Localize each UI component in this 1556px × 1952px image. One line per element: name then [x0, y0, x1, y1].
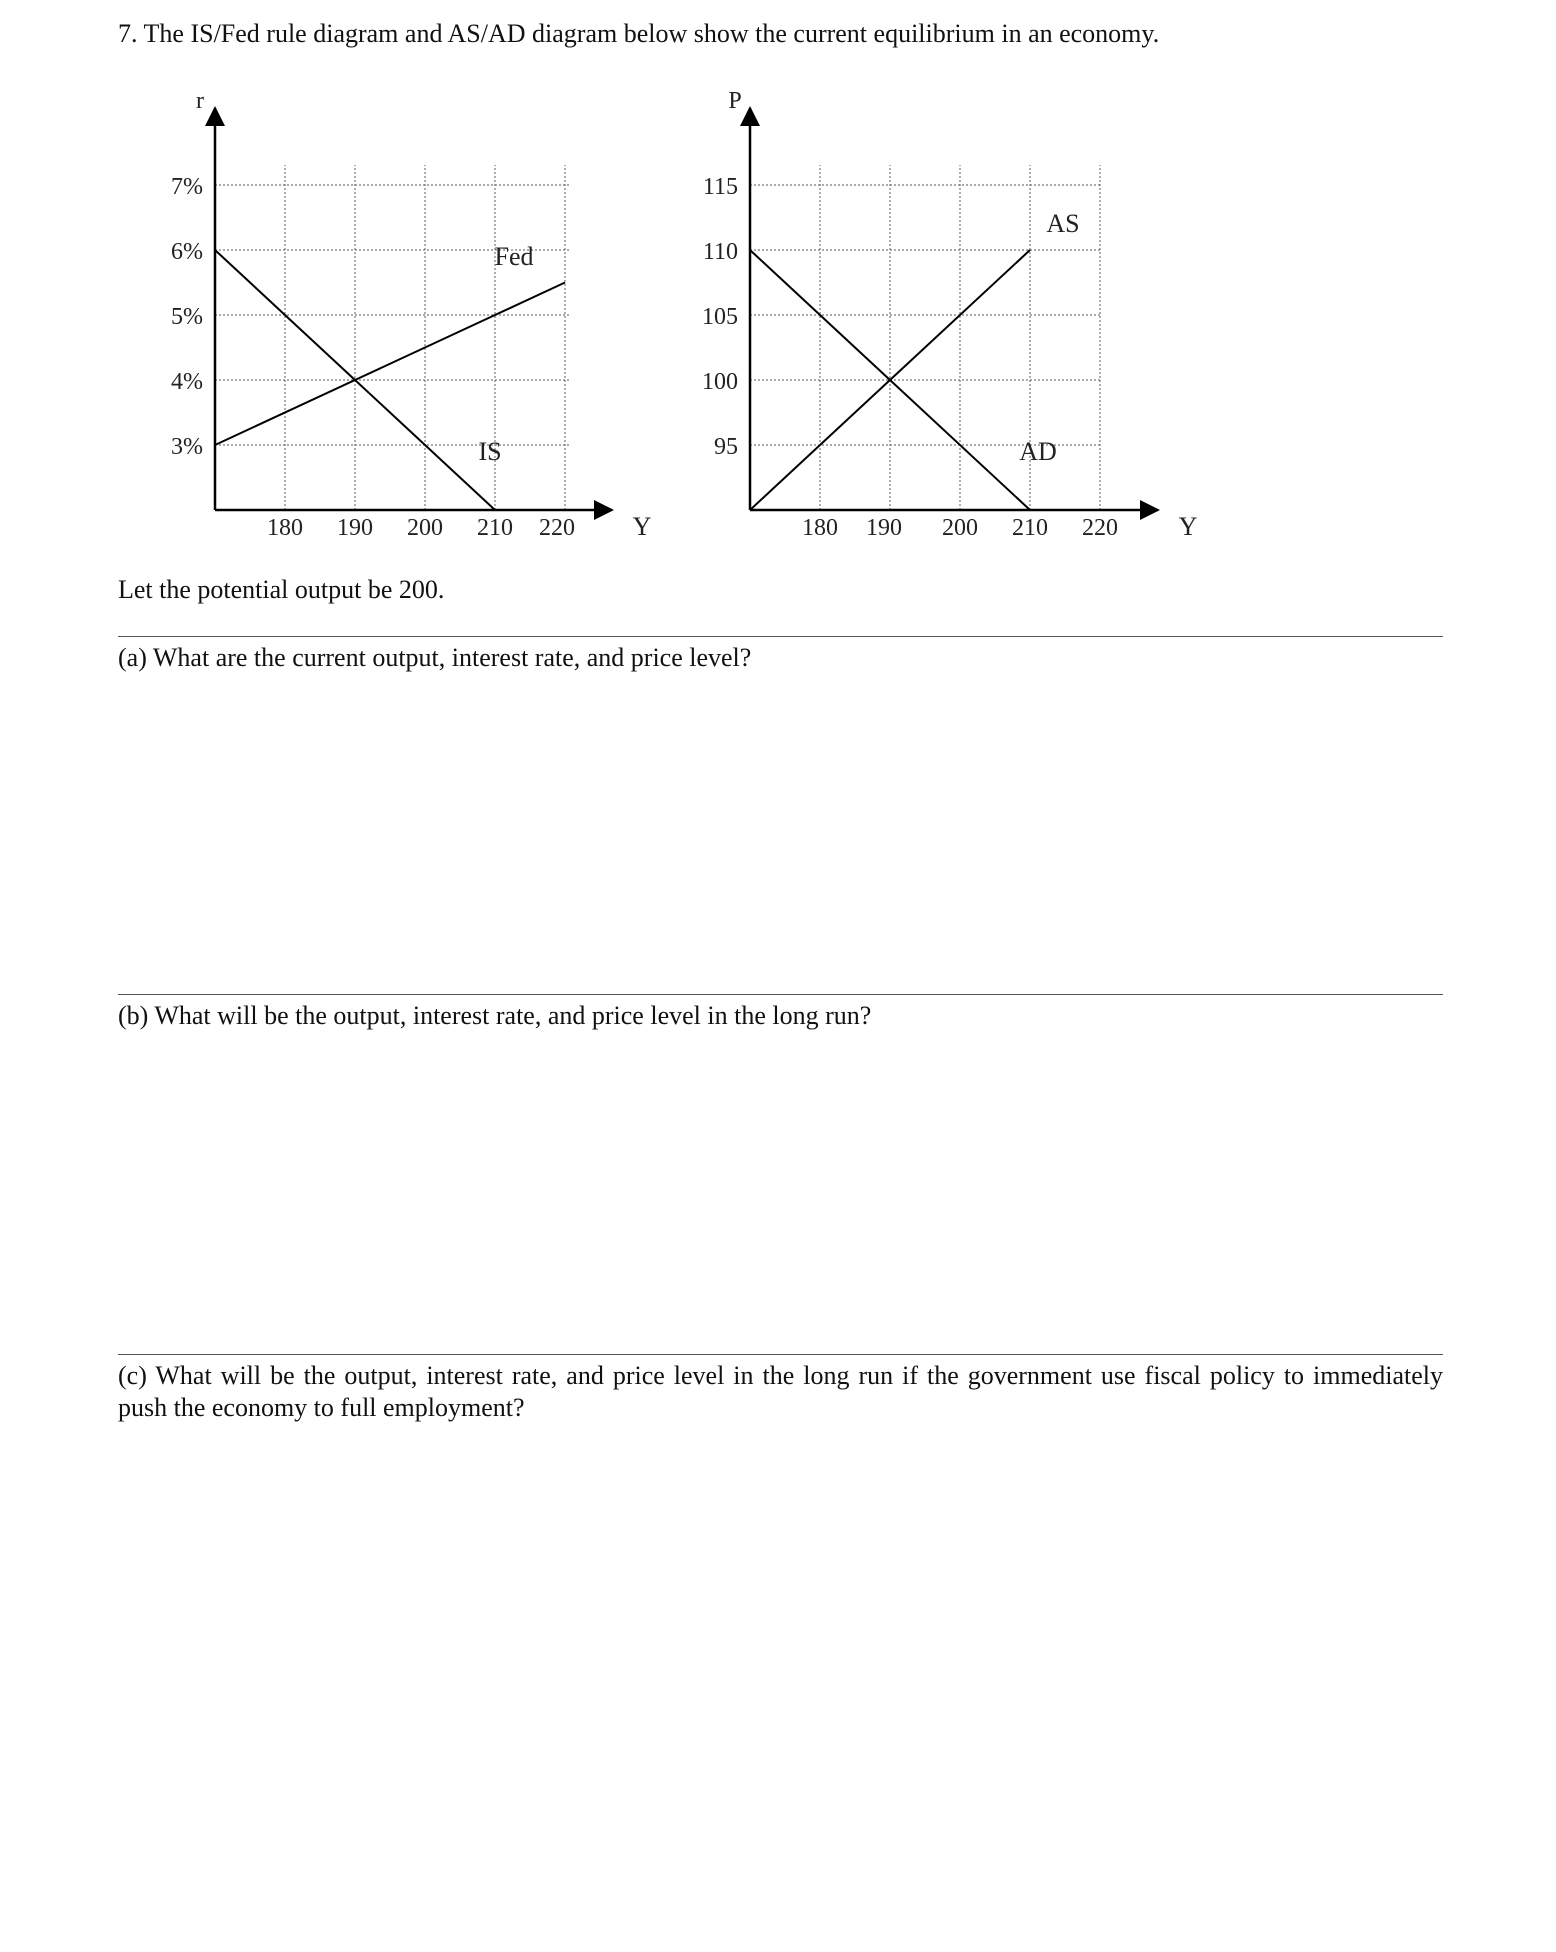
question-heading: 7. The IS/Fed rule diagram and AS/AD diagram below show the current equilibrium in an economy. [118, 19, 1160, 48]
divider-a [118, 636, 1443, 637]
y-tick-label: 5% [171, 304, 203, 330]
curve-label-as: AS [1046, 209, 1080, 238]
x-tick-label: 180 [267, 515, 303, 541]
question-part-c: (c) What will be the output, interest rate, and price level in the long run if the government use fiscal policy to immediately push the economy to full employment? [118, 1361, 1443, 1422]
question-part-a: (a) What are the current output, interest rate, and price level? [118, 643, 752, 672]
y-tick-label: 7% [171, 174, 203, 200]
divider-c [118, 1354, 1443, 1355]
y-tick-label: 95 [714, 434, 738, 460]
x-tick-label: 200 [407, 515, 443, 541]
y-tick-label: 100 [702, 369, 738, 395]
x-axis-label: Y [1178, 512, 1198, 541]
curve-label-fed: Fed [494, 242, 534, 271]
figures [0, 0, 1556, 580]
x-axis-label: Y [632, 512, 652, 541]
y-tick-label: 115 [702, 174, 738, 200]
question-part-b: (b) What will be the output, interest rate, and price level in the long run? [118, 1001, 872, 1030]
curve-label-is: IS [478, 437, 502, 466]
y-tick-label: 105 [702, 304, 738, 330]
y-tick-label: 110 [702, 239, 738, 265]
x-tick-label: 220 [539, 515, 575, 541]
y-axis-label: P [728, 88, 742, 114]
x-tick-label: 210 [477, 515, 513, 541]
y-tick-label: 6% [171, 239, 203, 265]
as-ad-chart [702, 88, 1198, 541]
x-tick-label: 210 [1012, 515, 1048, 541]
y-tick-label: 4% [171, 369, 203, 395]
x-tick-label: 190 [866, 515, 902, 541]
is-fed-chart [171, 88, 652, 541]
x-tick-label: 200 [942, 515, 978, 541]
divider-b [118, 994, 1443, 995]
x-tick-label: 180 [802, 515, 838, 541]
x-tick-label: 190 [337, 515, 373, 541]
potential-output-text: Let the potential output be 200. [118, 575, 445, 604]
curve-fed [215, 283, 565, 446]
y-tick-label: 3% [171, 434, 203, 460]
y-axis-label: r [196, 88, 204, 114]
curve-label-ad: AD [1019, 437, 1057, 466]
x-tick-label: 220 [1082, 515, 1118, 541]
